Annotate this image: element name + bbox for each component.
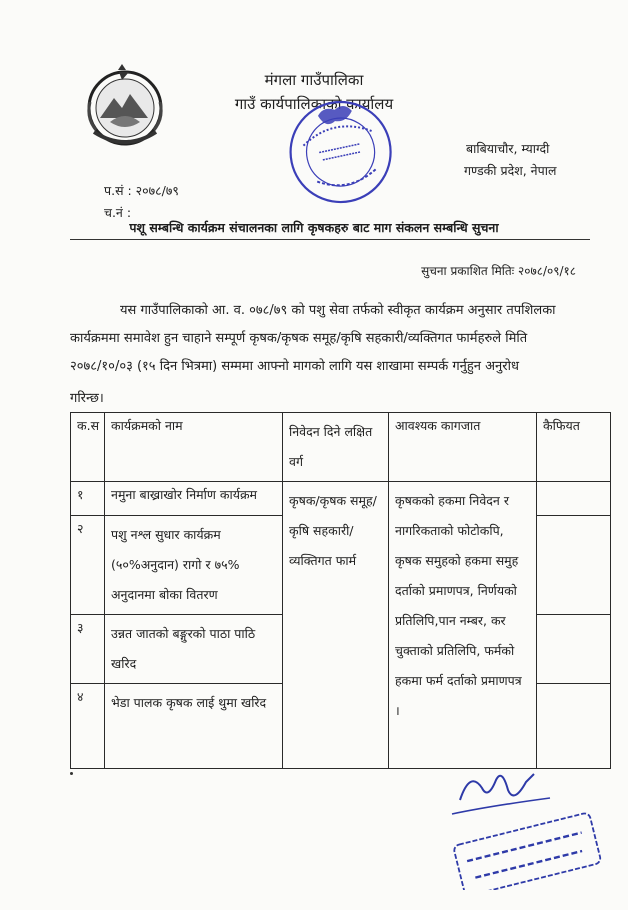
published-date: सुचना प्रकाशित मितिः २०७८/०९/१८ <box>421 264 576 278</box>
row-program: भेडा पालक कृषक लाई थुमा खरिद <box>105 684 283 769</box>
row-remarks <box>537 615 611 684</box>
col-header-target-group: निवेदन दिने लक्षित वर्ग <box>283 413 389 482</box>
col-header-program: कार्यक्रमको नाम <box>105 413 283 482</box>
office-name: मंगला गाउँपालिका <box>264 71 364 89</box>
address-line-1: बाबियाचौर, म्याग्दी <box>466 141 550 156</box>
signature-stamp <box>430 760 605 890</box>
dispatch-number: च.नं : <box>104 205 132 220</box>
program-table <box>70 412 611 769</box>
col-header-documents: आवश्यक कागजात <box>389 413 537 482</box>
office-subtitle: गाउँ कार्यपालिकाको कार्यालय <box>234 95 394 113</box>
row-remarks <box>537 516 611 615</box>
row-sn: ३ <box>71 615 105 684</box>
body-line: २०७८/१०/०३ (१५ दिन भित्रमा) सम्ममा आफ्नो मागको लागि यस शाखामा सम्पर्क गर्नुहुन अनुरोध <box>70 359 519 374</box>
row-sn: १ <box>71 482 105 516</box>
row-program: नमुना बाख्राखोर निर्माण कार्यक्रम <box>105 482 283 516</box>
notice-title: पशू सम्बन्धि कार्यक्रम संचालनका लागि कृषकहरु बाट माग संकलन सम्बन्धि सुचना <box>129 220 499 235</box>
row-sn: ४ <box>71 684 105 769</box>
table-row <box>71 482 611 516</box>
target-group-cell: कृषक/कृषक समूह/कृषि सहकारी/व्यक्तिगत फार्म <box>283 482 389 769</box>
reference-number: प.सं : २०७८/७९ <box>104 183 179 198</box>
body-line: कार्यक्रममा समावेश हुन चाहाने सम्पूर्ण कृषक/कृषक समूह/कृषि सहकारी/व्यक्तिगत फार्महरुले मिति <box>70 331 528 346</box>
documents-cell: कृषकको हकमा निवेदन र नागरिकताको फोटोकपि, कृषक समुहको हकमा समुह दर्ताको प्रमाणपत्र, निर्णयको प्रतिलिपि,पान नम्बर, कर चुक्ताको प्रतिलिपि, फर्मको हकमा फर्म दर्ताको प्रमाणपत्र । <box>389 482 537 769</box>
address-line-2: गण्डकी प्रदेश, नेपाल <box>464 163 557 178</box>
row-sn: २ <box>71 516 105 615</box>
row-program: पशु नश्ल सुधार कार्यक्रम (५०%अनुदान) रागो र ७५% अनुदानमा बोका वितरण <box>105 516 283 615</box>
col-header-sn: क.स <box>71 413 105 482</box>
row-remarks <box>537 482 611 516</box>
body-line: गरिन्छ। <box>70 391 104 406</box>
office-seal-stamp <box>282 98 400 210</box>
row-remarks <box>537 684 611 769</box>
col-header-remarks: कैफियत <box>537 413 611 482</box>
margin-dot <box>70 772 73 775</box>
row-program: उन्नत जातको बङ्गुरको पाठा पाठि खरिद <box>105 615 283 684</box>
table-header-row <box>71 413 611 482</box>
body-line: यस गाउँपालिकाको आ. व. ०७८/७९ को पशु सेवा तर्फको स्वीकृत कार्यक्रम अनुसार तपशिलका <box>120 303 556 318</box>
title-underline <box>70 239 590 240</box>
